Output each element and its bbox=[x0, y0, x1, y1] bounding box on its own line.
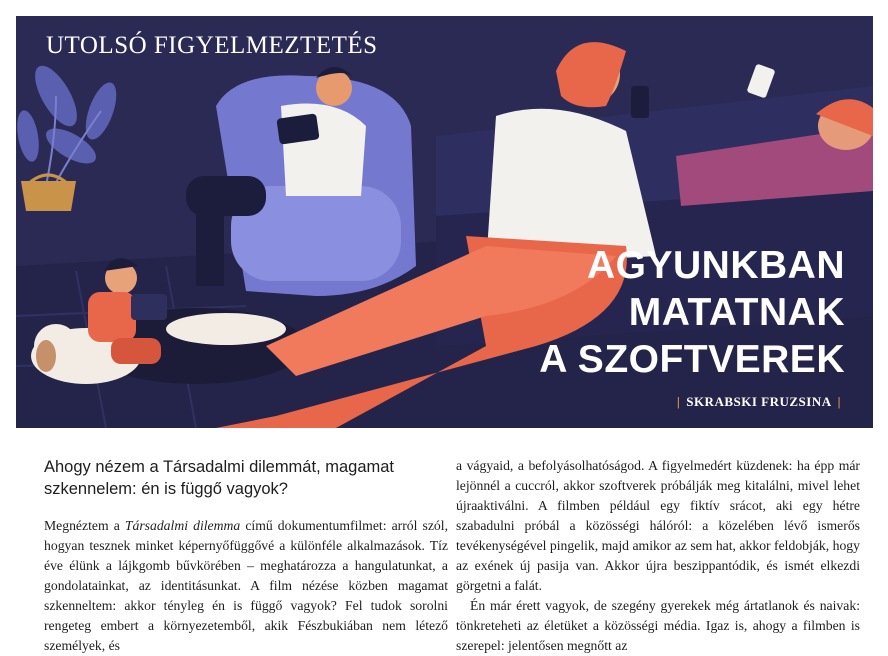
author-byline bbox=[671, 394, 847, 410]
film-title: Társadalmi dilemma bbox=[124, 518, 241, 533]
body-text: című dokumentumfilmet: arról szól, hogyan tesznek minket képernyőfüggővé a különféle alkalmazások. Tíz éve élünk a lájkgomb bűvkörében – meghatározza a hangulatunkat, a gondolatainkat, az identitásunkat. A film nézése közben magamat szkenneltem: akkor tényleg én is függő vagyok? Fel tudok sorolni rengeteg embert a környezetemből, akik Fészbukiában nem létező személyek, és bbox=[44, 518, 448, 653]
lead-paragraph: Ahogy nézem a Társadalmi dilemmát, magamat szkennelem: én is függő vagyok? bbox=[44, 458, 395, 498]
body-paragraph: Én már érett vagyok, de szegény gyerekek még ártatlanok és naivak: tönkreteheti az életüket a közösségi média. Igaz is, ahogy a filmben is szerepel: jelentősen megnőtt az bbox=[456, 598, 860, 653]
headline-line-3: A SZOFTVEREK bbox=[539, 338, 845, 381]
body-column-left bbox=[44, 516, 448, 656]
author-name: SKRABSKI FRUZSINA bbox=[686, 394, 832, 409]
body-paragraph: a vágyaid, a befolyásolhatóságod. A figyelmedért küzdenek: ha épp már lejönnél a cuccról, akkor szoftverek próbálják meg kitalálni, mivel lehet újraaktiválni. A filmben például egy fiktív srácot, aki egy hétre szabadulni próbál a közösségi hálóról: a közelében lévő ismerős tevékenységével pingelik, majd amikor az sem hat, akkor feldobják, hogy az exének új pasija van. Akkor újra beszippantódik, és ismét elkezdi görgetni a falát. bbox=[456, 458, 860, 593]
hero-illustration-banner bbox=[16, 16, 873, 428]
body-text: Megnéztem a bbox=[44, 518, 125, 533]
section-label: UTOLSÓ FIGYELMEZTETÉS bbox=[46, 32, 378, 59]
headline-line-1: AGYUNKBAN bbox=[587, 244, 845, 287]
headline-line-2: MATATNAK bbox=[628, 291, 845, 334]
body-paragraph bbox=[44, 516, 448, 656]
byline-bar-right: | bbox=[837, 394, 841, 409]
article-headline bbox=[539, 242, 845, 383]
body-column-right bbox=[456, 456, 860, 656]
byline-bar-left: | bbox=[676, 394, 681, 409]
